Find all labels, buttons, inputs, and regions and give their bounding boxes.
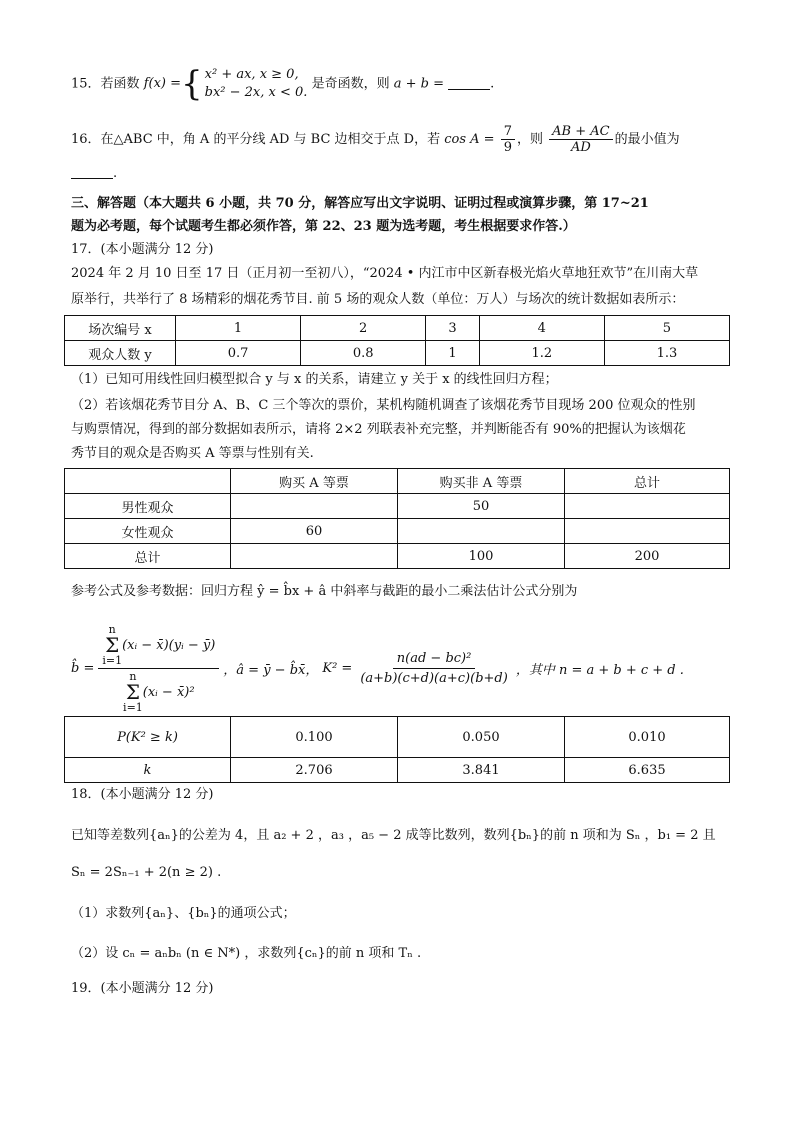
b-hat-fraction: [98, 624, 219, 713]
q17-intro-1: 2024 年 2 月 10 日至 17 日（正月初一至初八），“2024 • 内江市中区新春极光焰火草地狂欢节”在川南大草: [71, 266, 699, 281]
fraction-denominator: 9: [503, 140, 512, 155]
table-cell: 0.010: [565, 717, 730, 758]
piecewise-function: [144, 66, 308, 102]
table-cell: 0.050: [398, 717, 565, 758]
table-cell: 女性观众: [65, 519, 231, 544]
q15-func-lhs: f(x) =: [143, 76, 181, 91]
case-2: bx² − 2x, x < 0.: [204, 85, 308, 100]
table-row: [65, 341, 730, 366]
table-header-cell: 购买 A 等票: [231, 469, 398, 494]
table-cell: 200: [565, 544, 730, 569]
contingency-table: [64, 468, 730, 569]
regression-formulas: [71, 624, 731, 713]
sum-lower: i=1: [123, 701, 143, 714]
question-15: [71, 66, 731, 102]
cases: [205, 66, 308, 102]
reference-formula-intro: 参考公式及参考数据：回归方程 ŷ = b̂x + â 中斜率与截距的最小二乘法估计公式分别为: [71, 584, 578, 599]
table-cell: 5: [604, 316, 729, 341]
numerator-term: (xᵢ − x̄)(yᵢ − ȳ): [122, 637, 216, 653]
denominator-term: (xᵢ − x̄)²: [142, 684, 195, 700]
q16-prefix: 16．在△ABC 中，角 A 的平分线 AD 与 BC 边相交于点 D，若: [71, 132, 441, 147]
row-label-y: 观众人数 y: [65, 341, 176, 366]
table-cell: [398, 519, 565, 544]
b-hat-denominator: [119, 669, 199, 713]
table-header-row: [65, 469, 730, 494]
case-1: x² + ax, x ≥ 0,: [204, 67, 299, 82]
table-row: [65, 758, 730, 783]
q19-header: 19．(本小题满分 12 分): [71, 981, 214, 996]
table-cell: 总计: [65, 544, 231, 569]
table-cell: 1: [426, 341, 480, 366]
question-16: [71, 124, 731, 155]
table-row: [65, 717, 730, 758]
q18-part-2: （2）设 cₙ = aₙbₙ (n ∈ N*) ，求数列{cₙ}的前 n 项和 Tₙ .: [71, 946, 422, 961]
table-row: [65, 544, 730, 569]
sum-upper: n: [108, 623, 116, 636]
answer-blank[interactable]: [448, 75, 490, 90]
critical-value-table: [64, 716, 730, 783]
table-cell: 2.706: [231, 758, 398, 783]
k2-fraction: [356, 651, 512, 686]
q18-line-1: 已知等差数列{aₙ}的公差为 4，且 a₂ + 2 ，a₃ ，a₅ − 2 成等比数列，数列{bₙ}的前 n 项和为 Sₙ ，b₁ = 2 且: [71, 828, 716, 843]
b-hat-numerator: [98, 624, 219, 669]
table-cell: [231, 494, 398, 519]
table-cell: 60: [231, 519, 398, 544]
table-cell: 男性观众: [65, 494, 231, 519]
row-label-p: P(K² ≥ k): [65, 717, 231, 758]
table-row: [65, 316, 730, 341]
q17-header: 17．(本小题满分 12 分): [71, 242, 214, 257]
q18-header: 18．(本小题满分 12 分): [71, 787, 214, 802]
table-header-cell: 总计: [565, 469, 730, 494]
answer-blank[interactable]: [71, 164, 113, 179]
table-cell: 1: [176, 316, 301, 341]
q17-part-2-line-3: 秀节目的观众是否购买 A 等票与性别有关.: [71, 446, 314, 461]
table-cell: 100: [398, 544, 565, 569]
k2-denominator: (a+b)(c+d)(a+c)(b+d): [360, 671, 508, 686]
a-hat-formula: ，â = ȳ − b̂x̄，: [223, 663, 319, 678]
q15-end: .: [490, 76, 495, 92]
table-cell: 0.7: [176, 341, 301, 366]
q15-ask: a + b =: [393, 76, 444, 92]
sum-lower: i=1: [102, 654, 123, 667]
q17-part-2-line-1: （2）若该烟花秀节目分 A、B、C 三个等次的票价，某机构随机调查了该烟花秀节目现场 200 位观众的性别: [71, 398, 696, 413]
row-label-x: 场次编号 x: [65, 316, 176, 341]
q16-suffix: 的最小值为: [614, 132, 680, 147]
fraction-7-9: [501, 124, 515, 155]
row-label-k: k: [65, 758, 231, 783]
table-header-cell: 购买非 A 等票: [398, 469, 565, 494]
summation-icon: n Σ i=1: [123, 670, 143, 714]
table-cell: [565, 494, 730, 519]
ratio-numerator: AB + AC: [549, 124, 612, 140]
q17-intro-2: 原举行，共举行了 8 场精彩的烟花秀节目. 前 5 场的观众人数（单位：万人）与场次的统计数据如表所示：: [71, 292, 685, 307]
ratio-denominator: AD: [570, 140, 591, 155]
table-cell: 2: [301, 316, 426, 341]
section-3-title-cont: 题为必考题，每个试题考生都必须作答，第 22、23 题为选考题，考生根据要求作答.）: [71, 219, 576, 234]
q18-part-1: （1）求数列{aₙ}、{bₙ}的通项公式；: [71, 906, 296, 921]
table-row: [65, 494, 730, 519]
table-cell: 1.3: [604, 341, 729, 366]
ratio-fraction: [549, 124, 612, 155]
table-cell: 3.841: [398, 758, 565, 783]
q16-mid: ，则: [516, 132, 543, 147]
k2-numerator: n(ad − bc)²: [393, 651, 476, 669]
q15-prefix: 15．若函数: [71, 76, 140, 92]
fraction-numerator: 7: [501, 124, 515, 140]
q18-line-2: Sₙ = 2Sₙ₋₁ + 2(n ≥ 2) .: [71, 865, 222, 880]
k2-label: K² =: [322, 661, 353, 676]
where-clause: ，其中 n = a + b + c + d .: [515, 663, 684, 678]
q16-end: .: [113, 166, 118, 181]
table-cell: [565, 519, 730, 544]
b-hat-label: b̂ =: [71, 661, 95, 676]
table-cell: 3: [426, 316, 480, 341]
table-row: [65, 519, 730, 544]
section-3-title: 三、解答题（本大题共 6 小题，共 70 分，解答应写出文字说明、证明过程或演算步骤，第 17~21: [71, 196, 649, 211]
table-cell: 50: [398, 494, 565, 519]
sum-upper: n: [129, 670, 137, 683]
summation-icon: n Σ i=1: [102, 623, 123, 667]
q16-cos: cos A =: [444, 132, 495, 147]
left-brace: {: [181, 64, 203, 104]
table-observations: [64, 315, 730, 366]
table-cell: 4: [479, 316, 604, 341]
table-cell: 1.2: [479, 341, 604, 366]
table-cell: 0.100: [231, 717, 398, 758]
table-cell: [231, 544, 398, 569]
question-16-blank-line: [71, 164, 731, 184]
table-header-cell: [65, 469, 231, 494]
q17-part-1: （1）已知可用线性回归模型拟合 y 与 x 的关系，请建立 y 关于 x 的线性回归方程；: [71, 372, 558, 387]
q15-suffix: 是奇函数，则: [311, 76, 390, 92]
q17-part-2-line-2: 与购票情况，得到的部分数据如表所示，请将 2×2 列联表补充完整，并判断能否有 90%的把握认为该烟花: [71, 422, 686, 437]
table-cell: 6.635: [565, 758, 730, 783]
table-cell: 0.8: [301, 341, 426, 366]
